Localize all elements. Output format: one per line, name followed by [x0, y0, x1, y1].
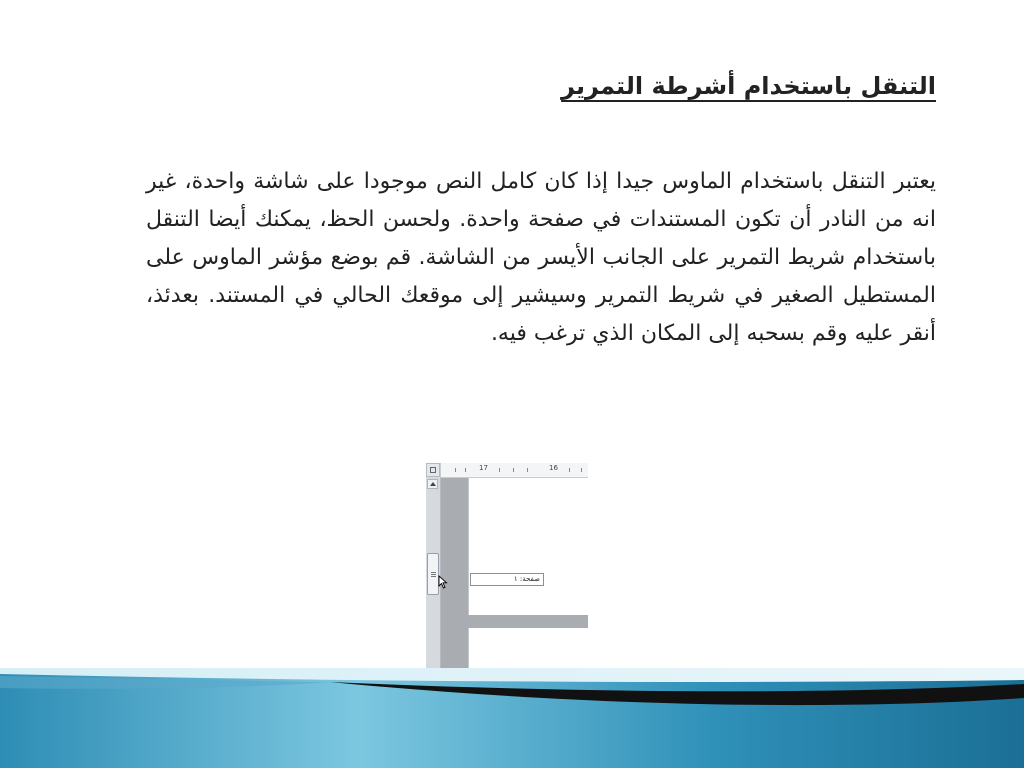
ruler-label-16: 16 [549, 464, 558, 472]
slide-title: التنقل باستخدام أشرطة التمرير [561, 72, 936, 100]
scroll-up-arrow-icon[interactable] [427, 479, 438, 489]
ruler-tick [465, 468, 466, 472]
ruler-toggle-icon[interactable] [426, 463, 440, 477]
ruler-tick [513, 468, 514, 472]
page-break-gap [468, 615, 588, 628]
decorative-wave-band [0, 668, 1024, 768]
page-edge [468, 478, 469, 676]
ruler-tick [455, 468, 456, 472]
mouse-cursor-icon [438, 575, 448, 589]
scroll-thumb-grip-icon [431, 576, 436, 577]
ruler-tick [581, 468, 582, 472]
scroll-thumb-grip-icon [431, 572, 436, 573]
slide-body-text: يعتبر التنقل باستخدام الماوس جيدا إذا كان كامل النص موجودا على شاشة واحدة، غير انه من النادر أن تكون المستندات في صفحة واحدة. ولحسن الحظ، يمكنك أيضا التنقل باستخدام شريط التمرير على الجانب الأيسر من الشاشة. قم بوضع مؤشر الماوس على المستطيل الصغير في شريط التمرير وسيشير إلى موقعك الحالي في المستند. بعدئذ، أنقر عليه وقم بسحبه إلى المكان الذي ترغب فيه. [146, 169, 936, 346]
ruler-tick [499, 468, 500, 472]
horizontal-ruler [440, 463, 588, 478]
ruler-tick [569, 468, 570, 472]
ruler-tick [527, 468, 528, 472]
page-position-tooltip: صفحة: ١ [470, 573, 544, 586]
scroll-thumb-grip-icon [431, 574, 436, 575]
word-scrollbar-screenshot [426, 463, 588, 676]
ruler-label-17: 17 [479, 464, 488, 472]
